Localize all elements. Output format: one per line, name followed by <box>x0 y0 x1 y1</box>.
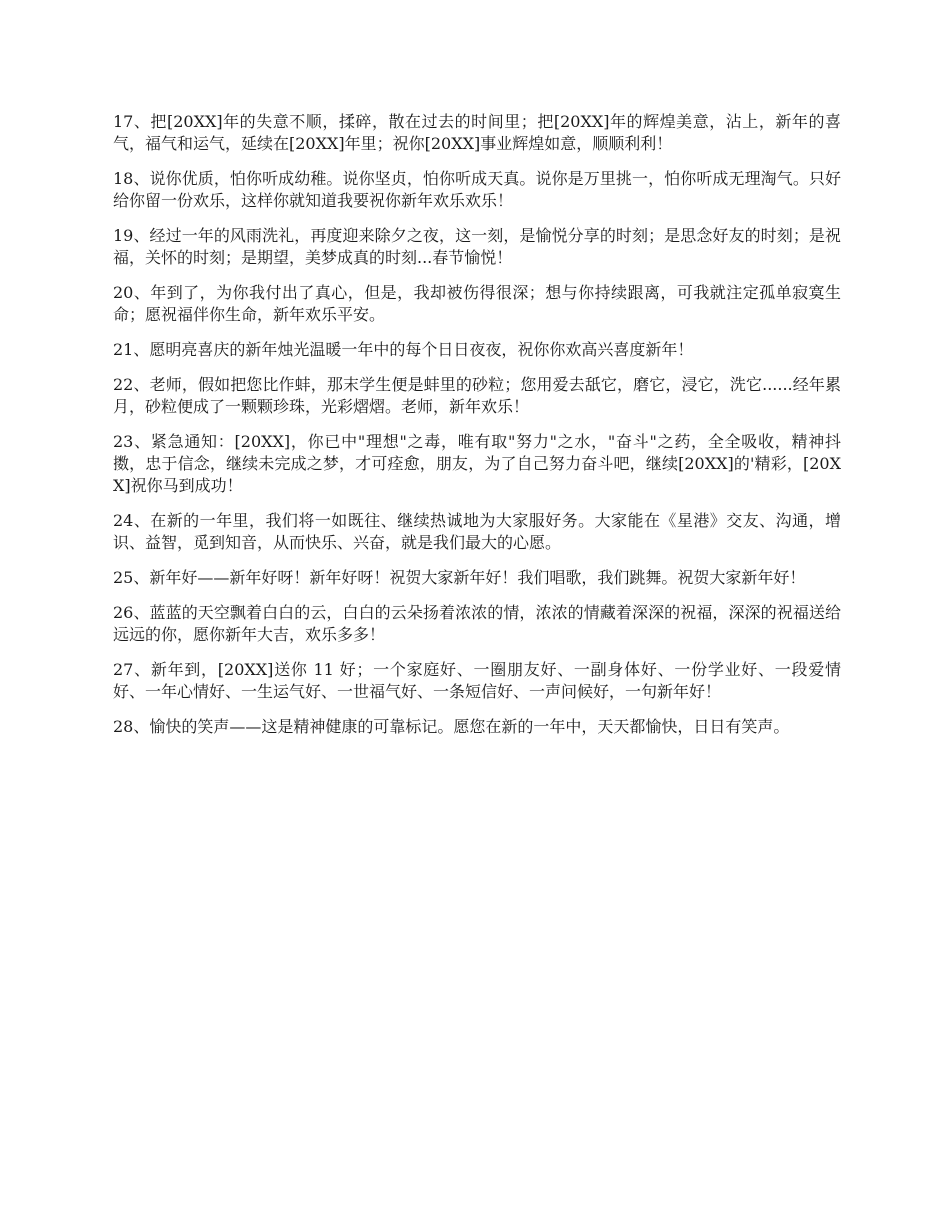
paragraph-24: 24、在新的一年里，我们将一如既往、继续热诚地为大家服好务。大家能在《星港》交友、沟通，增识、益智，觅到知音，从而快乐、兴奋，就是我们最大的心愿。 <box>113 511 841 552</box>
paragraph-26: 26、蓝蓝的天空飘着白白的云，白白的云朵扬着浓浓的情，浓浓的情藏着深深的祝福，深深的祝福送给远远的你，愿你新年大吉，欢乐多多！ <box>113 603 841 644</box>
paragraph-22: 22、老师，假如把您比作蚌，那末学生便是蚌里的砂粒；您用爱去舐它，磨它，浸它，洗它......经年累月，砂粒便成了一颗颗珍珠，光彩熠熠。老师，新年欢乐！ <box>113 375 841 416</box>
document-body <box>113 111 841 751</box>
paragraph-21: 21、愿明亮喜庆的新年烛光温暖一年中的每个日日夜夜，祝你你欢高兴喜度新年！ <box>113 340 694 359</box>
paragraph-25: 25、新年好——新年好呀！新年好呀！祝贺大家新年好！我们唱歌，我们跳舞。祝贺大家新年好！ <box>113 568 806 587</box>
paragraph-17: 17、把[20XX]年的失意不顺，揉碎，散在过去的时间里；把[20XX]年的辉煌美意，沾上，新年的喜气，福气和运气，延续在[20XX]年里；祝你[20XX]事业辉煌如意，顺顺利利！ <box>113 112 841 153</box>
paragraph-18: 18、说你优质，怕你听成幼稚。说你坚贞，怕你听成天真。说你是万里挑一，怕你听成无理淘气。只好给你留一份欢乐，这样你就知道我要祝你新年欢乐欢乐！ <box>113 169 841 210</box>
paragraph-27: 27、新年到，[20XX]送你 11 好；一个家庭好、一圈朋友好、一副身体好、一份学业好、一段爱情好、一年心情好、一生运气好、一世福气好、一条短信好、一声问候好，一句新年好！ <box>113 660 841 701</box>
paragraph-19: 19、经过一年的风雨洗礼，再度迎来除夕之夜，这一刻，是愉悦分享的时刻；是思念好友的时刻；是祝福，关怀的时刻；是期望，美梦成真的时刻...春节愉悦！ <box>113 226 841 267</box>
paragraph-23: 23、紧急通知：[20XX]，你已中"理想"之毒，唯有取"努力"之水，"奋斗"之药，全全吸收，精神抖擞，忠于信念，继续未完成之梦，才可痊愈，朋友，为了自己努力奋斗吧，继续[20XX]的'精彩，[20XX]祝你马到成功！ <box>113 432 841 495</box>
paragraph-20: 20、年到了，为你我付出了真心，但是，我却被伤得很深；想与你持续跟离，可我就注定孤单寂寞生命；愿祝福伴你生命，新年欢乐平安。 <box>113 283 841 324</box>
paragraph-28: 28、愉快的笑声——这是精神健康的可靠标记。愿您在新的一年中，天天都愉快，日日有笑声。 <box>113 717 790 736</box>
